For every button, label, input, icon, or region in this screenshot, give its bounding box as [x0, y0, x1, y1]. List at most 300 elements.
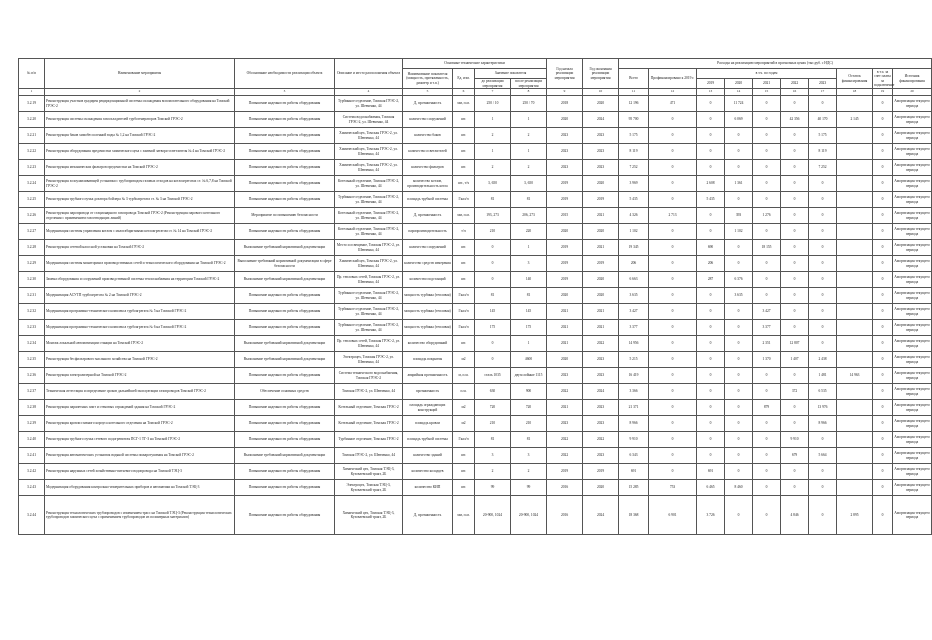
total-cost: 8 119	[619, 144, 649, 160]
table-row	[19, 432, 932, 448]
header-source: Источник финансирования	[893, 69, 932, 89]
cost-2022: 0	[781, 272, 809, 288]
total-cost: 14 956	[619, 336, 649, 352]
row-number: 3.2.28	[19, 240, 45, 256]
remaining-cost	[837, 464, 873, 480]
cost-2020: 0	[725, 432, 753, 448]
location: Турбинное отделение, Томская ГРЭС-2, ул. Шевченко, 44	[335, 288, 403, 304]
justification: Повышение надежности работы оборудования	[235, 96, 335, 112]
remaining-cost	[837, 320, 873, 336]
justification: Повышение надежности работы оборудования	[235, 432, 335, 448]
unit: мм, п.м.	[453, 496, 475, 535]
unit: мм, п.м.	[453, 208, 475, 224]
value-before: 630	[475, 384, 511, 400]
row-number: 3.2.24	[19, 176, 45, 192]
year-start: 2016	[547, 496, 583, 535]
tech-indicator: количество колодцев	[403, 464, 453, 480]
funded-cost: 0	[649, 288, 697, 304]
justification: Повышение надежности работы оборудования	[235, 144, 335, 160]
value-before: 3	[475, 448, 511, 464]
unit: шт.	[453, 128, 475, 144]
year-start: 2023	[547, 368, 583, 384]
funded-cost: 0	[649, 384, 697, 400]
funded-cost: 6 901	[649, 496, 697, 535]
cost-2021: 0	[753, 272, 781, 288]
cost-2023: 7 252	[809, 160, 837, 176]
tech-indicator: количество фильтров	[403, 160, 453, 176]
header-before: до реализации мероприятия	[475, 79, 511, 89]
table-row	[19, 288, 932, 304]
tech-indicator: мощность турбины (тепловая)	[403, 288, 453, 304]
financing-source: Амортизация текущего периода	[893, 496, 932, 535]
value-before: 145	[475, 304, 511, 320]
funded-cost: 0	[649, 320, 697, 336]
value-after: 220	[511, 224, 547, 240]
location: Турбинное отделение, Томская ГРЭС-2	[335, 432, 403, 448]
unit: шт.	[453, 336, 475, 352]
financing-source: Амортизация текущего периода	[893, 368, 932, 384]
remaining-cost	[837, 352, 873, 368]
column-index-cell: 10	[583, 89, 619, 96]
remaining-cost	[837, 240, 873, 256]
column-index-cell: 18	[837, 89, 873, 96]
location: Химический цех, Томская ТЭЦ-3, Кузовлевский тракт, 2Б	[335, 464, 403, 480]
financing-source: Амортизация текущего периода	[893, 480, 932, 496]
total-cost: 5 175	[619, 128, 649, 144]
cost-2022: 9 910	[781, 432, 809, 448]
cost-2019: 0	[697, 288, 725, 304]
funded-cost: 2 713	[649, 208, 697, 224]
cost-2023: 0	[809, 272, 837, 288]
cost-2020: 1 102	[725, 224, 753, 240]
incl-taxes: 0	[873, 288, 893, 304]
measure-name: Модернизация оборудования контрольно-измерительных приборов и автоматики на Томской ТЭЦ-3	[45, 480, 235, 496]
row-number: 3.2.19	[19, 96, 45, 112]
cost-2019: 2 608	[697, 176, 725, 192]
justification: Повышение надежности работы оборудования	[235, 224, 335, 240]
value-before: 81	[475, 432, 511, 448]
table-row	[19, 192, 932, 208]
value-before: 193, 273	[475, 208, 511, 224]
financing-source: Амортизация текущего периода	[893, 400, 932, 416]
total-cost: 3 427	[619, 304, 649, 320]
financing-source: Амортизация текущего периода	[893, 240, 932, 256]
cost-2021: 0	[753, 144, 781, 160]
cost-2020: 0	[725, 240, 753, 256]
location: Электроцех, Томская ГРЭС-2, ул. Шевченко, 44	[335, 352, 403, 368]
year-start: 2020	[547, 288, 583, 304]
funded-cost: 0	[649, 128, 697, 144]
cost-2023: 0	[809, 240, 837, 256]
tech-indicator: количество сооружений	[403, 112, 453, 128]
value-after: 720	[511, 400, 547, 416]
cost-2022: 0	[781, 480, 809, 496]
cost-2022: 0	[781, 464, 809, 480]
tech-indicator: количество подстанций	[403, 272, 453, 288]
cost-2023: 5 664	[809, 448, 837, 464]
total-cost: 15 285	[619, 480, 649, 496]
year-end: 2022	[583, 432, 619, 448]
remaining-cost	[837, 272, 873, 288]
funded-cost: 0	[649, 304, 697, 320]
total-cost: 691	[619, 464, 649, 480]
justification: Выполнение требований нормативной документации	[235, 272, 335, 288]
header-year-start: Год начала реализации мероприятия	[547, 59, 583, 89]
header-funded: Профинансировано к 2019 г.	[649, 69, 697, 89]
year-start: 2022	[547, 384, 583, 400]
remaining-cost	[837, 208, 873, 224]
value-before: 3, 650	[475, 176, 511, 192]
header-tech-group: Основные технические характеристики	[403, 59, 547, 69]
row-number: 3.2.29	[19, 256, 45, 272]
value-after: 900	[511, 384, 547, 400]
tech-indicator: Д, протяженность	[403, 208, 453, 224]
value-before: 720	[475, 400, 511, 416]
header-2019: 2019	[697, 79, 725, 89]
cost-2021: 0	[753, 448, 781, 464]
incl-taxes: 0	[873, 176, 893, 192]
location: Томская ГРЭС-2, ул. Шевченко, 44	[335, 448, 403, 464]
header-2020: 2020	[725, 79, 753, 89]
table-row	[19, 128, 932, 144]
table-row	[19, 240, 932, 256]
value-before: 81	[475, 192, 511, 208]
value-after: 20-900, 1024	[511, 496, 547, 535]
cost-2019: 0	[697, 416, 725, 432]
remaining-cost	[837, 224, 873, 240]
cost-2023: 1 481	[809, 368, 837, 384]
header-cost-group: Расходы на реализацию мероприятий в прогнозных ценах (тыс.руб. с НДС)	[619, 59, 932, 69]
cost-2019: 0	[697, 112, 725, 128]
cost-2020: 0	[725, 336, 753, 352]
financing-source: Амортизация текущего периода	[893, 208, 932, 224]
total-cost: 16 419	[619, 368, 649, 384]
cost-2022: 0	[781, 96, 809, 112]
header-2021: 2021	[753, 79, 781, 89]
table-row	[19, 176, 932, 192]
incl-taxes: 0	[873, 496, 893, 535]
tech-indicator: количество оборудований	[403, 336, 453, 352]
location: Турбинное отделение, Томская ГРЭС-2, ул. Шевченко, 44	[335, 96, 403, 112]
unit: шт.	[453, 256, 475, 272]
funded-cost: 0	[649, 464, 697, 480]
tech-indicator: аварийная протяженность	[403, 368, 453, 384]
financing-source: Амортизация текущего периода	[893, 144, 932, 160]
value-before: 210	[475, 416, 511, 432]
table-row	[19, 304, 932, 320]
remaining-cost	[837, 480, 873, 496]
value-after: 140	[511, 272, 547, 288]
cost-2021: 0	[753, 160, 781, 176]
measure-name: Реконструкция кровли главного корпуса котельного отделения на Томской ГРЭС-2	[45, 416, 235, 432]
cost-2020: 1 361	[725, 176, 753, 192]
total-cost: 18 368	[619, 496, 649, 535]
column-index-cell: 9	[547, 89, 583, 96]
cost-2023: 0	[809, 496, 837, 535]
header-location: Описание и место расположения объекта	[335, 59, 403, 89]
year-start: 2023	[547, 128, 583, 144]
cost-2023: 0	[809, 432, 837, 448]
justification: Повышение надежности работы оборудования	[235, 320, 335, 336]
cost-2023: 2 438	[809, 352, 837, 368]
value-before: 1	[475, 144, 511, 160]
value-after: 2	[511, 128, 547, 144]
remaining-cost	[837, 336, 873, 352]
header-tech-name: Наименование показателя (мощность, протяженность, диаметр и т.п.)	[403, 69, 453, 89]
tech-indicator: количество сооружений	[403, 240, 453, 256]
remaining-cost	[837, 128, 873, 144]
cost-2021: 0	[753, 432, 781, 448]
cost-2020: 0	[725, 256, 753, 272]
year-end: 2024	[583, 384, 619, 400]
table-row	[19, 272, 932, 288]
unit: п.м.	[453, 384, 475, 400]
header-2022: 2022	[781, 79, 809, 89]
value-after: 81	[511, 192, 547, 208]
cost-2021: 0	[753, 288, 781, 304]
unit: шт., т/ч	[453, 176, 475, 192]
justification: Повышение надежности работы оборудования	[235, 288, 335, 304]
remaining-cost	[837, 256, 873, 272]
row-number: 3.2.30	[19, 272, 45, 288]
measure-name: Замена оборудования и сооружений производственной системы теплоснабжения на территории Томской ГРЭС-2	[45, 272, 235, 288]
location: Пр. тепловых сетей, Томская ГРЭС-2, ул. Шевченко, 44	[335, 336, 403, 352]
year-start: 2015	[547, 208, 583, 224]
column-index-cell: 12	[649, 89, 697, 96]
total-cost: 6 663	[619, 272, 649, 288]
location: Котельный отделение, Томская ГРЭС-2	[335, 416, 403, 432]
cost-2020: 0	[725, 416, 753, 432]
value-before: 210	[475, 224, 511, 240]
incl-taxes: 0	[873, 432, 893, 448]
funded-cost: 0	[649, 160, 697, 176]
cost-2019: 6 465	[697, 480, 725, 496]
measure-name: Модернизация программно-технического комплекса турбоагрегата № 6 на Томской ГРЭС-2	[45, 320, 235, 336]
year-end: 2023	[583, 368, 619, 384]
year-start: 2020	[547, 224, 583, 240]
column-index-cell: 8	[511, 89, 547, 96]
cost-2021: 0	[753, 464, 781, 480]
header-by-years: в т.ч. по годам	[697, 69, 837, 79]
row-number: 3.2.33	[19, 320, 45, 336]
justification: Мероприятие по повышению безопасности	[235, 208, 335, 224]
location: Химический цех, Томская ГРЭС-2, ул. Шевченко, 44	[335, 144, 403, 160]
cost-2022: 372	[781, 384, 809, 400]
cost-2023: 0	[809, 256, 837, 272]
table-row	[19, 320, 932, 336]
tech-indicator: количество котлов, производительность котла	[403, 176, 453, 192]
justification: Выполнение требований нормативной документации	[235, 240, 335, 256]
cost-2022: 0	[781, 208, 809, 224]
cost-2020: 0	[725, 384, 753, 400]
remaining-cost	[837, 304, 873, 320]
row-number: 3.2.23	[19, 160, 45, 176]
column-index-cell: 5	[403, 89, 453, 96]
remaining-cost	[837, 144, 873, 160]
cost-2021: 0	[753, 176, 781, 192]
tech-indicator: протяженность	[403, 384, 453, 400]
measure-name: Реконструкция оборудования предочистки химического цеха с заменой затвора-осветлителя № 4 на Томской ГРЭС-2	[45, 144, 235, 160]
remaining-cost: 2 145	[837, 112, 873, 128]
year-start: 2021	[547, 304, 583, 320]
tech-indicator: мощность турбины (тепловая)	[403, 304, 453, 320]
cost-2023: 0	[809, 176, 837, 192]
incl-taxes: 0	[873, 256, 893, 272]
cost-2021: 3 377	[753, 320, 781, 336]
cost-2019: 0	[697, 128, 725, 144]
year-end: 2024	[583, 496, 619, 535]
cost-2019: 0	[697, 320, 725, 336]
funded-cost: 0	[649, 256, 697, 272]
cost-2022: 4 846	[781, 496, 809, 535]
remaining-cost: 2 895	[837, 496, 873, 535]
year-start: 2018	[547, 96, 583, 112]
cost-2021: 0	[753, 128, 781, 144]
unit: шт.	[453, 272, 475, 288]
cost-2020: 0	[725, 400, 753, 416]
column-index-cell: 13	[697, 89, 725, 96]
cost-2022: 0	[781, 240, 809, 256]
cost-2020: 0	[725, 352, 753, 368]
header-total: Всего	[619, 69, 649, 89]
cost-2022: 1 407	[781, 352, 809, 368]
financing-source: Амортизация текущего периода	[893, 224, 932, 240]
cost-2022: 679	[781, 448, 809, 464]
row-number: 3.2.41	[19, 448, 45, 464]
year-end: 2020	[583, 224, 619, 240]
value-after: 210	[511, 416, 547, 432]
justification: Повышение надежности работы оборудования	[235, 176, 335, 192]
funded-cost: 0	[649, 416, 697, 432]
column-index-cell: 17	[809, 89, 837, 96]
row-number: 3.2.32	[19, 304, 45, 320]
tech-indicator: паропроизводительность	[403, 224, 453, 240]
location: Турбинное отделение, Томская ГРЭС-2, ул. Шевченко, 44	[335, 320, 403, 336]
incl-taxes: 0	[873, 400, 893, 416]
cost-2019: 691	[697, 464, 725, 480]
cost-2020: 6 376	[725, 272, 753, 288]
cost-2019: 3 726	[697, 496, 725, 535]
total-cost: 3 635	[619, 288, 649, 304]
cost-2023: 6 535	[809, 384, 837, 400]
cost-2022: 0	[781, 288, 809, 304]
table-row	[19, 352, 932, 368]
cost-2023: 0	[809, 304, 837, 320]
justification: Выполнение требований нормативной документации	[235, 448, 335, 464]
measure-name: Реконструкция баков химобессоленной воды № 1,2 на Томской ГРЭС-2	[45, 128, 235, 144]
justification: Повышение надежности работы оборудования	[235, 160, 335, 176]
measure-name: Реконструкция золоулавливающей установки с трубопроводом газовых отходов на котлоагрегатах ст. № 6,7,8 на Томской ГРЭС-2	[45, 176, 235, 192]
total-cost: 19 345	[619, 240, 649, 256]
cost-2022: 0	[781, 320, 809, 336]
table-row	[19, 160, 932, 176]
row-number: 3.2.31	[19, 288, 45, 304]
table-row	[19, 256, 932, 272]
cost-2019: 0	[697, 368, 725, 384]
tech-indicator: площадь кровли	[403, 416, 453, 432]
cost-2021: 0	[753, 96, 781, 112]
measure-name: Реконструкция автоматических установок водяной системы пожаротушения на Томской ГРЭС-2	[45, 448, 235, 464]
measure-name: Модернизация системы мониторинга производственных сетей и технологического оборудования на Томской ГРЭС-2	[45, 256, 235, 272]
measure-name: Реконструкция системы охлаждения газоохладителей турбогенераторов Томской ГРЭС-2	[45, 112, 235, 128]
value-before: 0	[475, 240, 511, 256]
cost-2019: 0	[697, 432, 725, 448]
incl-taxes: 0	[873, 480, 893, 496]
value-after: 1	[511, 336, 547, 352]
funded-cost: 0	[649, 368, 697, 384]
incl-taxes: 0	[873, 416, 893, 432]
value-before: 20-900, 1024	[475, 496, 511, 535]
cost-2023: 5 175	[809, 128, 837, 144]
remaining-cost: 14 963	[837, 368, 873, 384]
year-end: 2021	[583, 304, 619, 320]
funded-cost: 0	[649, 144, 697, 160]
cost-2021: 0	[753, 112, 781, 128]
year-start: 2022	[547, 432, 583, 448]
total-cost: 6 343	[619, 448, 649, 464]
table-row	[19, 480, 932, 496]
unit: т/ч	[453, 224, 475, 240]
value-before: 250 / 10	[475, 96, 511, 112]
cost-2020: 0	[725, 368, 753, 384]
year-start: 2022	[547, 448, 583, 464]
funded-cost: 0	[649, 336, 697, 352]
value-before: 175	[475, 320, 511, 336]
cost-2020: 8 460	[725, 480, 753, 496]
value-after: 2	[511, 160, 547, 176]
location: Химический цех, Томская ТЭЦ-3, Кузовлевский тракт, 2Б	[335, 496, 403, 535]
year-start: 2019	[547, 240, 583, 256]
row-number: 3.2.38	[19, 400, 45, 416]
funded-cost: 753	[649, 480, 697, 496]
total-cost: 5 435	[619, 192, 649, 208]
total-cost: 21 371	[619, 400, 649, 416]
cost-2019: 0	[697, 448, 725, 464]
unit: м2	[453, 416, 475, 432]
incl-taxes: 0	[873, 240, 893, 256]
year-start: 2019	[547, 464, 583, 480]
measure-name: Реконструкция наружных сетей хозяйственно-питьевого водопровода на Томской ТЭЦ-3	[45, 464, 235, 480]
header-justification: Обоснование необходимости реализации объекта	[235, 59, 335, 89]
funded-cost: 0	[649, 224, 697, 240]
value-after: 4600	[511, 352, 547, 368]
year-end: 2021	[583, 240, 619, 256]
location: Место и освещение, Томская ГРЭС-2, ул. Шевченко, 44	[335, 240, 403, 256]
incl-taxes: 0	[873, 320, 893, 336]
header-remaining: Остаток финансирования	[837, 69, 873, 89]
measure-name: Реконструкция парапетных плит и стеновых ограждений здания на Томской ГРЭС-2	[45, 400, 235, 416]
column-index-row	[19, 89, 932, 96]
year-end: 2020	[583, 272, 619, 288]
justification: Повышение надежности работы оборудования	[235, 112, 335, 128]
incl-taxes: 0	[873, 304, 893, 320]
cost-2019: 0	[697, 384, 725, 400]
measure-name: Реконструкция электролизерной на Томской ГРЭС-2	[45, 368, 235, 384]
measure-name: Монтаж локальной автоматизации станции на Томской ГРЭС-2	[45, 336, 235, 352]
unit: шт.	[453, 112, 475, 128]
cost-2019: 0	[697, 160, 725, 176]
year-end: 2019	[583, 192, 619, 208]
incl-taxes: 0	[873, 384, 893, 400]
table-row	[19, 496, 932, 535]
year-start: 2023	[547, 416, 583, 432]
value-after: 3	[511, 256, 547, 272]
cost-2023: 0	[809, 288, 837, 304]
year-end: 2020	[583, 288, 619, 304]
remaining-cost	[837, 176, 873, 192]
justification: Повышение надежности работы оборудования	[235, 128, 335, 144]
cost-2023: 0	[809, 480, 837, 496]
